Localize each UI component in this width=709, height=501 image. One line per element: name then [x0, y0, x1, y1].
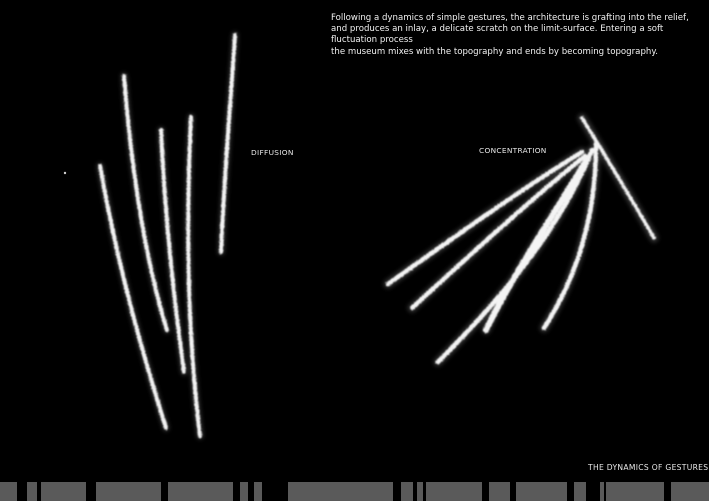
filmstrip-frame: [600, 482, 604, 501]
intro-paragraph-1: Following a dynamics of simple gestures, the architecture is grafting into the relief, and produces an inlay, a delicate scratch on the limit-surface. Entering a soft fluctuation process: [331, 13, 689, 46]
concentration-stroke-2: [412, 156, 585, 308]
filmstrip-frame: [254, 482, 262, 501]
filmstrip-frame: [288, 482, 393, 501]
intro-paragraph-2: the museum mixes with the topography and ends by becoming topography.: [331, 46, 658, 57]
filmstrip-frame: [168, 482, 233, 501]
filmstrip-bar: [0, 482, 709, 501]
filmstrip-frame: [27, 482, 37, 501]
diffusion-strokes: [64, 35, 235, 436]
filmstrip-frame: [96, 482, 161, 501]
footer-title: THE DYNAMICS OF GESTURES: [588, 463, 709, 472]
filmstrip-frame: [574, 482, 586, 501]
diffusion-stroke-5: [221, 35, 235, 252]
filmstrip-frame: [671, 482, 709, 501]
diffusion-label: DIFFUSION: [251, 148, 294, 157]
concentration-label: CONCENTRATION: [479, 146, 547, 155]
filmstrip-frame: [401, 482, 413, 501]
filmstrip-frame: [426, 482, 482, 501]
filmstrip-frame: [489, 482, 510, 501]
filmstrip-frame: [240, 482, 248, 501]
filmstrip-frame: [417, 482, 423, 501]
concentration-strokes: [388, 118, 654, 362]
filmstrip-frame: [606, 482, 664, 501]
filmstrip-frame: [41, 482, 86, 501]
filmstrip-frame: [516, 482, 567, 501]
filmstrip-frame: [0, 482, 17, 501]
dust-speck: [64, 172, 66, 174]
